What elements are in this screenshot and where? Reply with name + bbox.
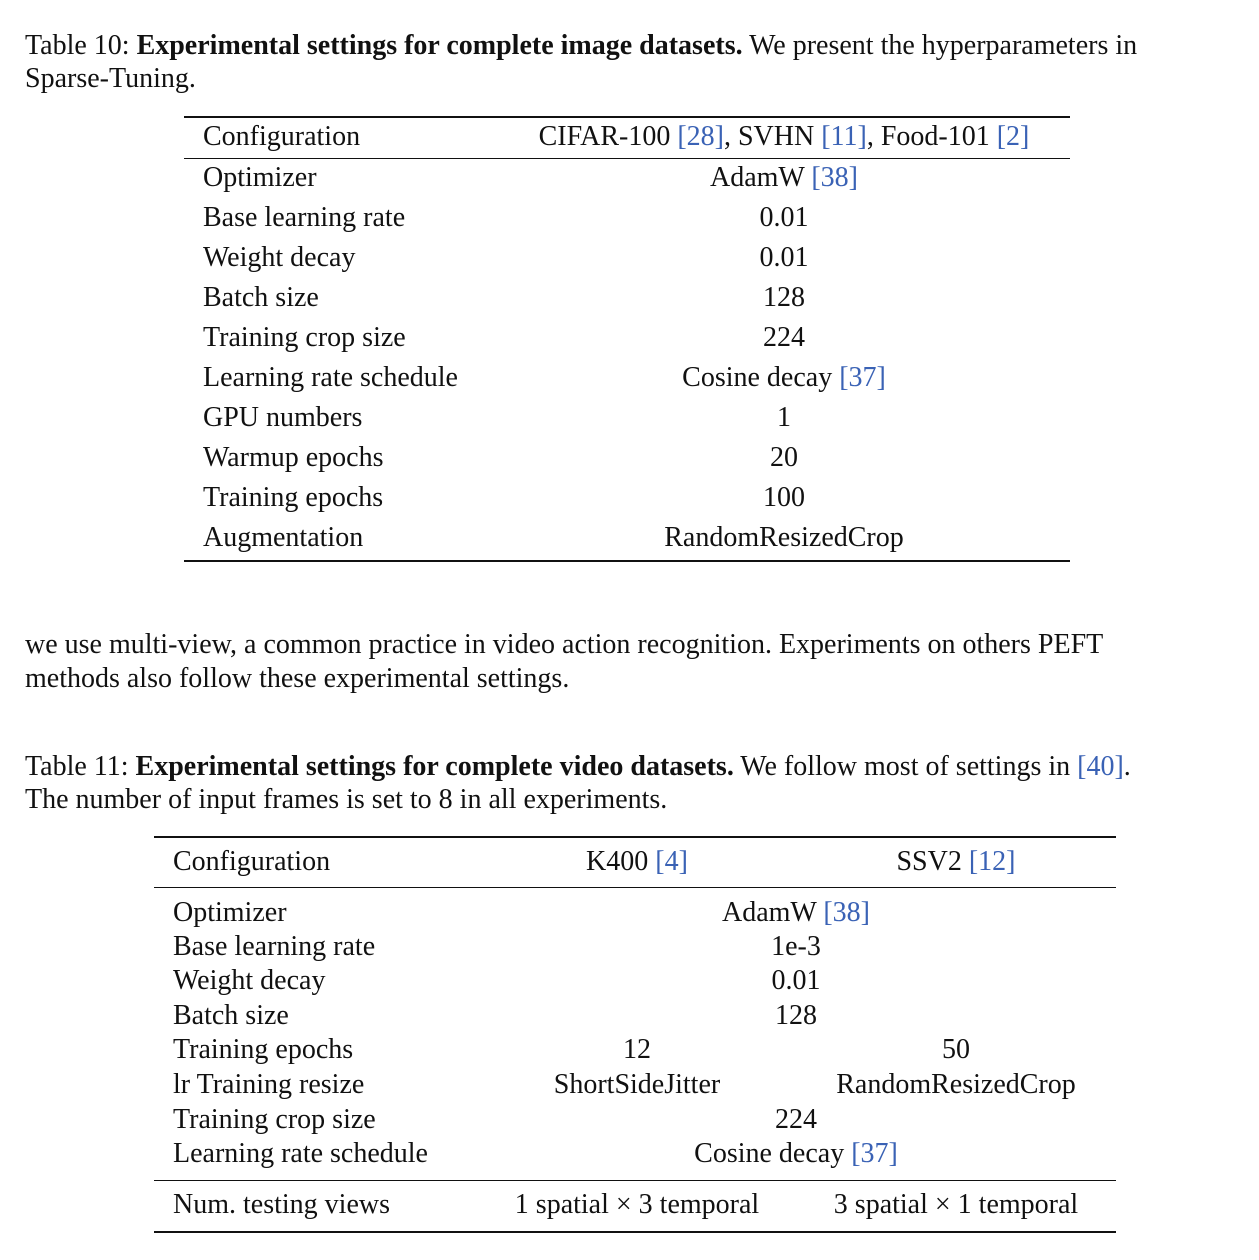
- citation-link[interactable]: [2]: [996, 121, 1030, 152]
- dataset-cifar: CIFAR-100: [538, 121, 678, 152]
- table10-row-value: 224: [763, 322, 805, 353]
- table10-top-rule: [184, 116, 1070, 118]
- table11-row-label: Weight decay: [173, 965, 326, 996]
- citation-link[interactable]: [40]: [1077, 751, 1124, 782]
- table10-row-label: Augmentation: [203, 522, 364, 553]
- table11-sep-rule: [154, 1180, 1116, 1181]
- table10-row-value: [710, 162, 858, 194]
- table10-row-value: 20: [770, 442, 798, 473]
- table11-row-value: [722, 897, 870, 929]
- citation-link[interactable]: [12]: [968, 846, 1016, 877]
- table11-row-value: [694, 1138, 898, 1170]
- table10-row-label: Warmup epochs: [203, 442, 384, 473]
- body-paragraph-line1: we use multi-view, a common practice in video action recognition. Experiments on others PEFT: [25, 629, 1104, 660]
- table10-row-value: 0.01: [759, 242, 809, 273]
- table11-row-label: Batch size: [173, 1000, 289, 1031]
- citation-link[interactable]: [37]: [851, 1138, 898, 1169]
- table10-row-value: RandomResizedCrop: [664, 522, 904, 553]
- table10-bottom-rule: [184, 560, 1070, 562]
- table11-ssv2-value: 3 spatial × 1 temporal: [833, 1189, 1079, 1220]
- table11-row-label: Base learning rate: [173, 931, 376, 962]
- table10-header-datasets: [539, 121, 1030, 153]
- value-text: Cosine decay: [682, 362, 840, 393]
- table11-caption-label: Table 11:: [25, 751, 136, 782]
- table11-caption-text: We follow most of settings in: [733, 751, 1078, 782]
- table11-top-rule: [154, 836, 1116, 838]
- table11-header-config: Configuration: [173, 846, 331, 877]
- table11-caption-title: Experimental settings for complete video datasets.: [135, 751, 734, 782]
- table10-row-label: Base learning rate: [203, 202, 406, 233]
- table10-caption-line2: Sparse-Tuning.: [25, 63, 196, 94]
- table10-caption-title: Experimental settings for complete image datasets.: [136, 30, 743, 61]
- table11-caption-line2: The number of input frames is set to 8 in all experiments.: [25, 784, 668, 815]
- table10-row-value: 100: [763, 482, 805, 513]
- table11-row-value: 224: [775, 1104, 817, 1135]
- value-text: AdamW: [709, 162, 812, 193]
- table11-header-k400: [586, 846, 688, 878]
- header-text: K400: [586, 846, 656, 877]
- table10-row-label: Training epochs: [203, 482, 384, 513]
- table11-row-value: 128: [775, 1000, 817, 1031]
- body-paragraph-line2: methods also follow these experimental settings.: [25, 663, 570, 694]
- header-text: SSV2: [896, 846, 969, 877]
- dataset-food: , Food-101: [866, 121, 997, 152]
- table10-caption-text: We present the hyperparameters in: [742, 30, 1138, 61]
- table10-row-label: GPU numbers: [203, 402, 363, 433]
- table11-mid-rule: [154, 887, 1116, 888]
- caption-period: .: [1123, 751, 1131, 782]
- table11-header-ssv2: [896, 846, 1015, 878]
- table11-row-value: 1e-3: [771, 931, 821, 962]
- table10-row-label: Optimizer: [203, 162, 317, 193]
- table10-row-label: Training crop size: [203, 322, 406, 353]
- table11-row-label: Training crop size: [173, 1104, 376, 1135]
- table10-row-value: 128: [763, 282, 805, 313]
- table10-caption-label: Table 10:: [25, 30, 137, 61]
- dataset-svhn: , SVHN: [723, 121, 822, 152]
- table11-row-label: lr Training resize: [173, 1069, 365, 1100]
- table11-row-value: 0.01: [771, 965, 821, 996]
- table11-row-label: Learning rate schedule: [173, 1138, 428, 1169]
- table10-row-value: [682, 362, 886, 394]
- table11-ssv2-value: 50: [942, 1034, 970, 1065]
- table10-row-value: 0.01: [759, 202, 809, 233]
- citation-link[interactable]: [38]: [823, 897, 871, 928]
- table11-row-label: Training epochs: [173, 1034, 354, 1065]
- table10-mid-rule: [184, 158, 1070, 159]
- table10-row-label: Learning rate schedule: [203, 362, 458, 393]
- citation-link[interactable]: [11]: [821, 121, 867, 152]
- value-text: AdamW: [721, 897, 824, 928]
- value-text: Cosine decay: [694, 1138, 852, 1169]
- table11-k400-value: 12: [623, 1034, 651, 1065]
- table11-row-label: Num. testing views: [173, 1189, 390, 1220]
- citation-link[interactable]: [37]: [839, 362, 886, 393]
- table10-row-value: 1: [777, 402, 791, 433]
- table11-ssv2-value: RandomResizedCrop: [836, 1069, 1076, 1100]
- citation-link[interactable]: [38]: [811, 162, 859, 193]
- table11-caption: [25, 750, 1240, 783]
- table10-row-label: Batch size: [203, 282, 319, 313]
- table11-k400-value: 1 spatial × 3 temporal: [514, 1189, 760, 1220]
- citation-link[interactable]: [4]: [655, 846, 688, 877]
- citation-link[interactable]: [28]: [677, 121, 724, 152]
- table11-bottom-rule: [154, 1231, 1116, 1233]
- table10-header-config: Configuration: [203, 121, 361, 152]
- table11-k400-value: ShortSideJitter: [553, 1069, 721, 1100]
- table11-row-label: Optimizer: [173, 897, 287, 928]
- table10-row-label: Weight decay: [203, 242, 356, 273]
- table10-caption: [25, 29, 1240, 62]
